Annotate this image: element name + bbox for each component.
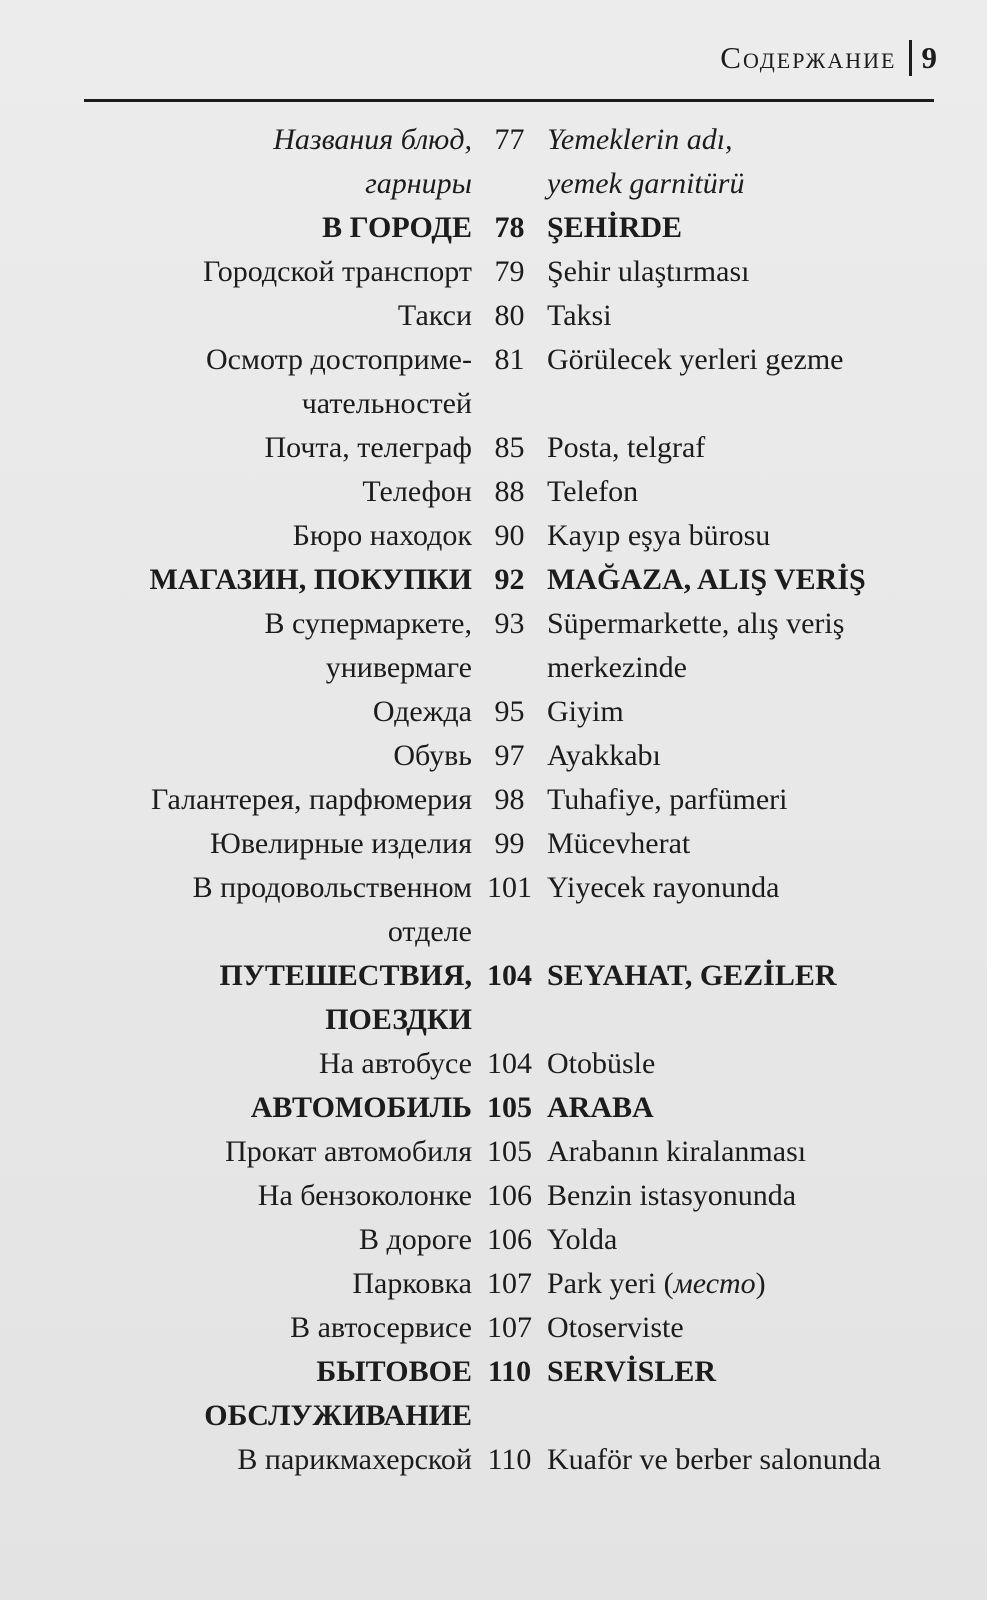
- toc-turkish-title: [547, 1218, 967, 1262]
- toc-turkish-title: [547, 954, 967, 998]
- toc-russian-title: [0, 1350, 472, 1438]
- toc-russian-line: Одежда: [372, 695, 472, 728]
- toc-turkish-line: Tuhafiye, parfümeri: [547, 783, 788, 816]
- toc-russian-line: В ГОРОДЕ: [322, 211, 472, 244]
- toc-turkish-title: [547, 118, 967, 206]
- toc-russian-line: На автобусе: [318, 1047, 472, 1080]
- toc-russian-title: [0, 1262, 472, 1306]
- toc-russian-line: ПОЕЗДКИ: [325, 1003, 472, 1036]
- toc-turkish-title: [547, 602, 967, 690]
- toc-page-number: 106: [487, 1223, 532, 1256]
- toc-russian-line: Прокат автомобиля: [225, 1135, 472, 1168]
- toc-page-number: 107: [487, 1311, 532, 1344]
- toc-russian-title: [0, 690, 472, 734]
- toc-russian-title: [0, 206, 472, 250]
- toc-turkish-line: Otobüsle: [547, 1047, 656, 1080]
- toc-turkish-line: Posta, telgraf: [547, 431, 706, 464]
- toc-page-number: 104: [487, 1047, 532, 1080]
- toc-page-number: 107: [487, 1267, 532, 1300]
- toc-russian-line: Обувь: [393, 739, 472, 772]
- toc-turkish-title: [547, 338, 967, 382]
- toc-row: [0, 690, 987, 734]
- toc-row: [0, 1174, 987, 1218]
- toc-row: [0, 778, 987, 822]
- toc-russian-line: ПУТЕШЕСТВИЯ,: [219, 959, 472, 992]
- running-header-title: Содержание: [720, 40, 897, 75]
- toc-russian-line: В автосервисе: [290, 1311, 472, 1344]
- toc-russian-title: [0, 1174, 472, 1218]
- toc-row: [0, 338, 987, 426]
- toc-russian-title: [0, 470, 472, 514]
- toc-russian-line: чательностей: [301, 387, 472, 420]
- toc-page-number: 101: [487, 871, 532, 904]
- toc-russian-title: [0, 602, 472, 690]
- toc-page-number: 105: [487, 1135, 532, 1168]
- toc-row: [0, 294, 987, 338]
- toc-row: [0, 602, 987, 690]
- toc-turkish-title: [547, 1306, 967, 1350]
- toc-turkish-title: [547, 250, 967, 294]
- toc-russian-title: [0, 426, 472, 470]
- toc-section-row: [0, 1086, 987, 1130]
- toc-russian-title: [0, 1306, 472, 1350]
- toc-russian-line: Парковка: [352, 1267, 472, 1300]
- toc-russian-line: отделе: [387, 915, 472, 948]
- toc-russian-line: универмаге: [325, 651, 472, 684]
- toc-turkish-line: Görülecek yerleri gezme: [547, 343, 844, 376]
- toc-russian-line: Такси: [397, 299, 472, 332]
- toc-russian-line: Галантерея, парфюмерия: [150, 783, 472, 816]
- toc-section-row: [0, 206, 987, 250]
- toc-page-number: 88: [494, 475, 525, 508]
- toc-russian-line: БЫТОВОЕ: [316, 1355, 472, 1388]
- running-header: [720, 40, 939, 76]
- toc-turkish-line: merkezinde: [547, 651, 687, 684]
- toc-turkish-line: MAĞAZA, ALIŞ VERİŞ: [547, 563, 866, 596]
- toc-page-number: 80: [494, 299, 525, 332]
- toc-turkish-line: Taksi: [547, 299, 612, 332]
- toc-page-number: 85: [494, 431, 525, 464]
- toc-turkish-line: Giyim: [547, 695, 624, 728]
- toc-russian-title: [0, 294, 472, 338]
- toc-turkish-title: [547, 470, 967, 514]
- toc-turkish-line: Mücevherat: [547, 827, 691, 860]
- toc-turkish-title: [547, 426, 967, 470]
- toc-turkish-line: Yolda: [547, 1223, 618, 1256]
- toc-section-row: [0, 954, 987, 1042]
- toc-page-number: 97: [494, 739, 525, 772]
- toc-russian-title: [0, 1086, 472, 1130]
- toc-page-number: 104: [487, 959, 532, 992]
- toc-row: [0, 470, 987, 514]
- toc-turkish-line: Ayakkabı: [547, 739, 661, 772]
- toc-russian-title: [0, 734, 472, 778]
- toc-page-number: 81: [494, 343, 525, 376]
- toc-turkish-title: [547, 1130, 967, 1174]
- toc-russian-title: [0, 1130, 472, 1174]
- header-divider: [909, 40, 912, 76]
- toc-russian-line: АВТОМОБИЛЬ: [250, 1091, 472, 1124]
- toc-row: [0, 514, 987, 558]
- toc-russian-title: [0, 778, 472, 822]
- toc-turkish-line: SERVİSLER: [547, 1355, 717, 1388]
- toc-russian-line: Ювелирные изделия: [210, 827, 472, 860]
- toc-turkish-line: Yemeklerin adı,: [547, 123, 733, 156]
- toc-turkish-line: Süpermarkette, alış veriş: [547, 607, 845, 640]
- toc-page-number: 92: [494, 563, 525, 596]
- toc-russian-title: [0, 866, 472, 954]
- toc-russian-title: [0, 954, 472, 1042]
- toc-row: [0, 1218, 987, 1262]
- toc-row: [0, 1262, 987, 1306]
- toc-turkish-title: [547, 1262, 967, 1306]
- toc-turkish-line: Otoserviste: [547, 1311, 684, 1344]
- toc-turkish-line: Kayıp eşya bürosu: [547, 519, 771, 552]
- toc-russian-line: ОБСЛУЖИВАНИЕ: [204, 1399, 472, 1432]
- toc-section-row: [0, 1350, 987, 1438]
- toc-russian-title: [0, 1042, 472, 1086]
- toc-turkish-title: [547, 1086, 967, 1130]
- toc-page-number: 90: [494, 519, 525, 552]
- toc-russian-line: Городской транспорт: [203, 255, 472, 288]
- toc-turkish-title: [547, 206, 967, 250]
- toc-russian-line: гарниры: [365, 167, 472, 200]
- toc-page-number: 99: [494, 827, 525, 860]
- toc-russian-title: [0, 514, 472, 558]
- toc-page-number: 106: [487, 1179, 532, 1212]
- toc-russian-title: [0, 822, 472, 866]
- toc-turkish-line: Kuaför ve berber salonunda: [547, 1443, 882, 1476]
- toc-turkish-line: Arabanın kiralanması: [547, 1135, 807, 1168]
- toc-row: [0, 250, 987, 294]
- toc-turkish-line: Park yeri (место): [547, 1267, 766, 1300]
- toc-row: [0, 1306, 987, 1350]
- toc-row: [0, 1438, 987, 1482]
- toc-russian-title: [0, 338, 472, 426]
- toc-turkish-title: [547, 734, 967, 778]
- toc-turkish-title: [547, 1042, 967, 1086]
- toc-russian-line: В супермаркете,: [264, 607, 472, 640]
- table-of-contents: [0, 118, 987, 1482]
- toc-turkish-title: [547, 822, 967, 866]
- toc-turkish-title: [547, 1174, 967, 1218]
- header-rule: [84, 99, 934, 102]
- toc-russian-line: На бензоколонке: [257, 1179, 472, 1212]
- toc-page-number: 93: [494, 607, 525, 640]
- toc-russian-line: В парикмахерской: [237, 1443, 472, 1476]
- toc-russian-line: Названия блюд,: [273, 123, 472, 156]
- toc-russian-line: В дороге: [359, 1223, 472, 1256]
- toc-page-number: 110: [487, 1355, 532, 1388]
- toc-russian-title: [0, 250, 472, 294]
- toc-russian-line: Почта, телеграф: [264, 431, 472, 464]
- toc-page-number: 98: [494, 783, 525, 816]
- toc-russian-title: [0, 118, 472, 206]
- toc-russian-line: Осмотр достоприме-: [206, 343, 472, 376]
- toc-turkish-line: Telefon: [547, 475, 639, 508]
- toc-page-number: 77: [494, 123, 525, 156]
- toc-turkish-title: [547, 294, 967, 338]
- toc-row: [0, 866, 987, 954]
- toc-russian-title: [0, 558, 472, 602]
- toc-turkish-title: [547, 1350, 967, 1394]
- toc-turkish-line: yemek garnitürü: [547, 167, 745, 200]
- toc-turkish-line: Yiyecek rayonunda: [547, 871, 780, 904]
- toc-turkish-title: [547, 778, 967, 822]
- toc-turkish-title: [547, 690, 967, 734]
- toc-turkish-title: [547, 866, 967, 910]
- toc-turkish-line: Benzin istasyonunda: [547, 1179, 797, 1212]
- toc-turkish-title: [547, 1438, 967, 1482]
- toc-row: [0, 1042, 987, 1086]
- toc-turkish-line: ŞEHİRDE: [547, 211, 683, 244]
- toc-russian-line: Бюро находок: [292, 519, 472, 552]
- toc-turkish-line: SEYAHAT, GEZİLER: [547, 959, 837, 992]
- toc-row: [0, 1130, 987, 1174]
- toc-turkish-title: [547, 558, 967, 602]
- toc-russian-title: [0, 1438, 472, 1482]
- toc-row: [0, 118, 987, 206]
- toc-row: [0, 426, 987, 470]
- toc-row: [0, 822, 987, 866]
- toc-turkish-title: [547, 514, 967, 558]
- toc-russian-title: [0, 1218, 472, 1262]
- toc-page-number: 79: [494, 255, 525, 288]
- toc-page-number: 78: [494, 211, 525, 244]
- toc-page-number: 110: [487, 1443, 532, 1476]
- toc-russian-line: В продовольственном: [192, 871, 472, 904]
- toc-row: [0, 734, 987, 778]
- toc-turkish-line: ARABA: [547, 1091, 654, 1124]
- toc-turkish-line: Şehir ulaştırması: [547, 255, 750, 288]
- toc-russian-line: МАГАЗИН, ПОКУПКИ: [149, 563, 472, 596]
- toc-section-row: [0, 558, 987, 602]
- toc-page-number: 105: [487, 1091, 532, 1124]
- toc-russian-line: Телефон: [362, 475, 472, 508]
- page-number: 9: [921, 40, 939, 75]
- toc-page-number: 95: [494, 695, 525, 728]
